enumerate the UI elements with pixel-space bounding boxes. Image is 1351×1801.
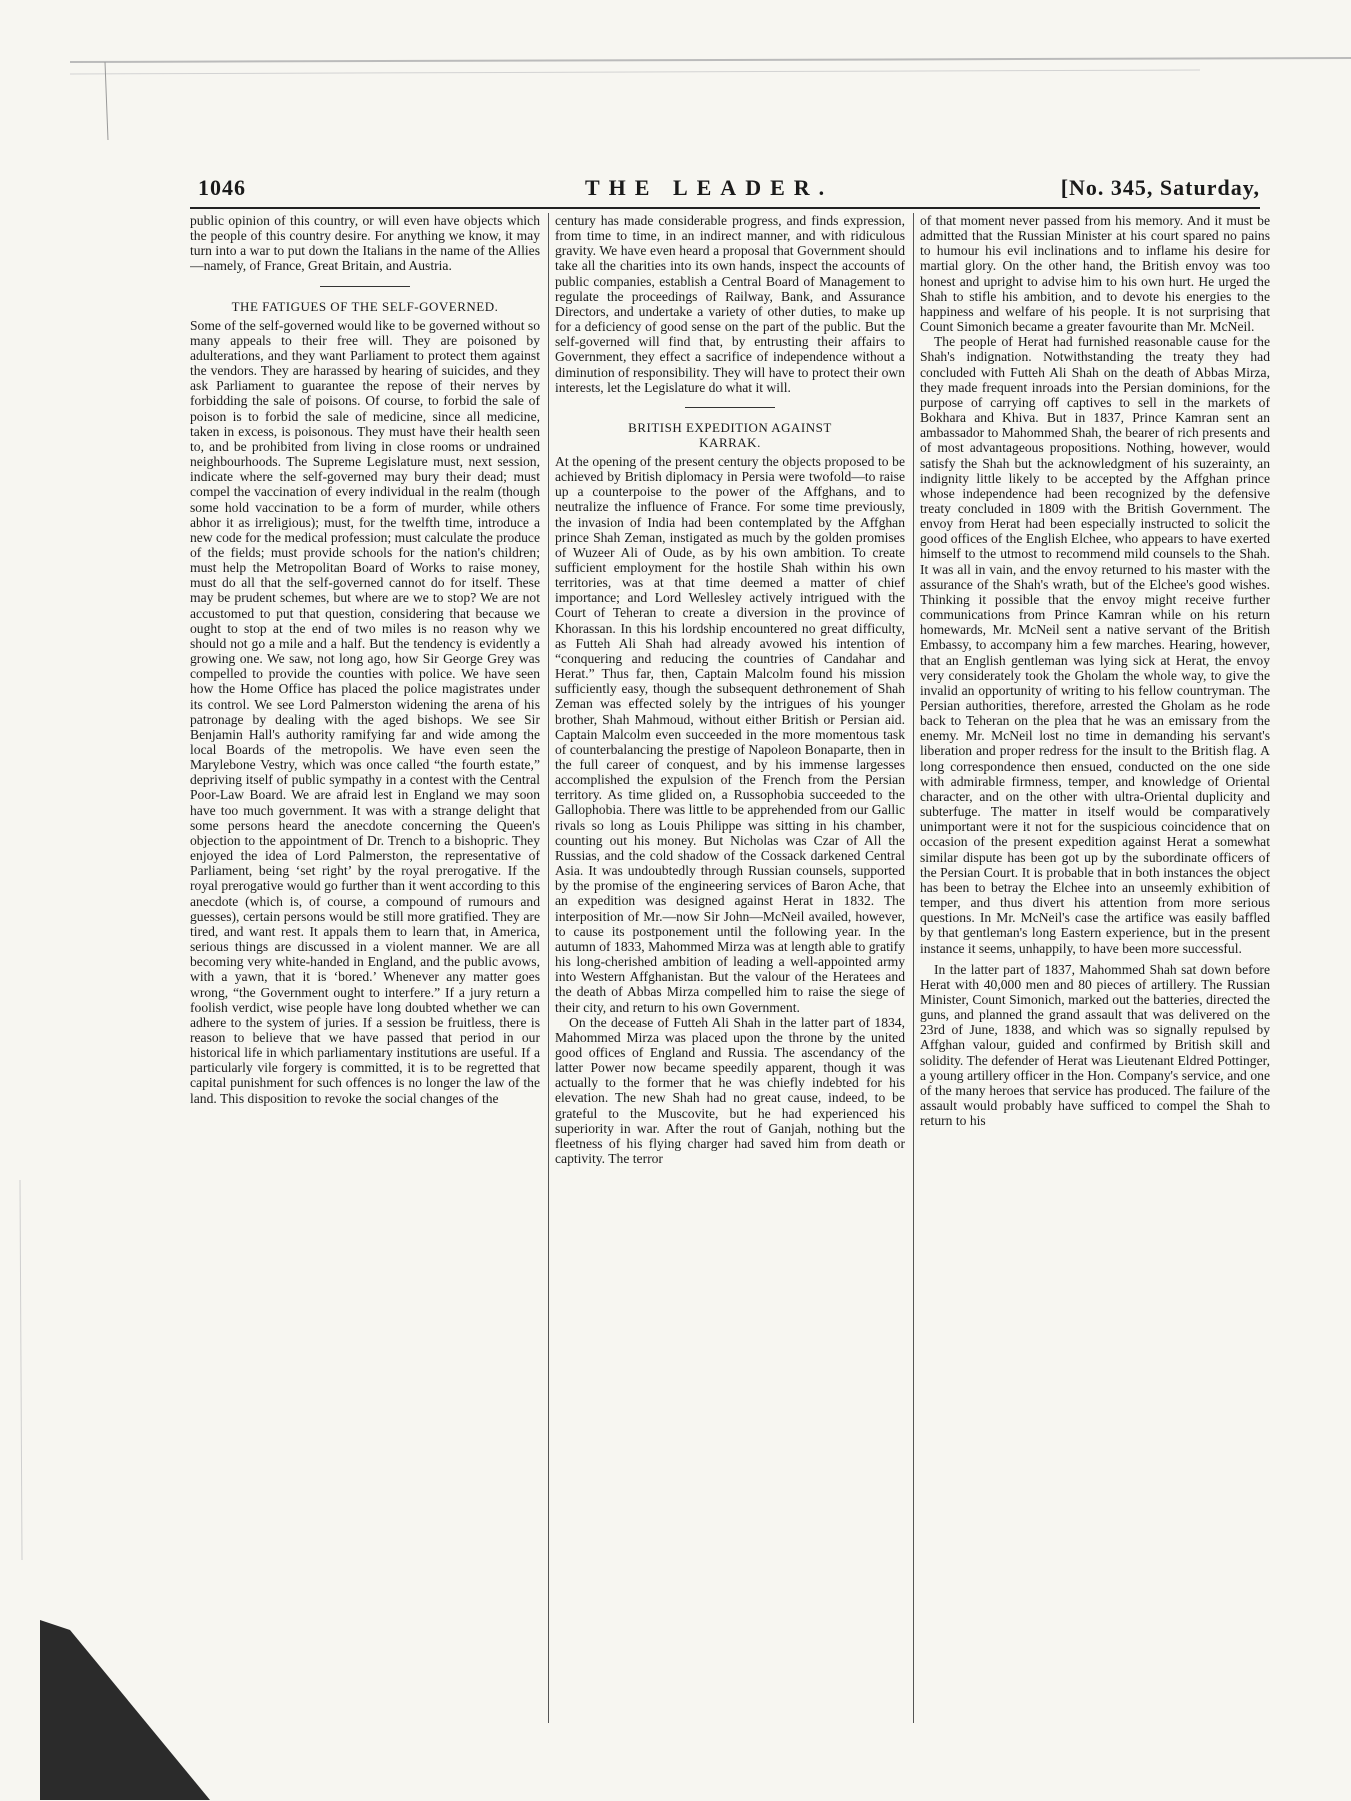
column-3-paragraph-3: In the latter part of 1837, Mahommed Shah sat down before Herat with 40,000 men and 80 pieces of artillery. The Russian Minister, Count Simonich, marked out the batteries, directed the guns, and planned the grand assault that was delivered on the 23rd of June, 1838, and which was so signally repulsed by Affghan valour, guided and confirmed by British skill and solidity. The defender of Herat was Lieutenant Eldred Pottinger, a young artillery officer in the Hon. Company's service, and one of the many heroes that service has produced. The failure of the assault would probably have sufficed to compel the Shah to return to his	[920, 961, 1270, 1129]
expedition-heading-line-1: BRITISH EXPEDITION AGAINST	[628, 419, 832, 435]
column-3	[913, 213, 1270, 1723]
page-corner-shadow	[40, 1620, 210, 1800]
column-3-paragraph-1: of that moment never passed from his memory. And it must be admitted that the Russian Minister at his court spared no pains to humour his evil inclinations and to inflame his desire for martial glory. On the other hand, the British envoy was too honest and upright to advise him to his own hurt. He urged the Shah to stifle his ambition, and to devote his energies to the happiness and welfare of his people. It is not surprising that Count Simonich became a greater favourite than Mr. McNeil.	[920, 213, 1270, 335]
column-1-intro: public opinion of this country, or will even have objects which the people of this country desire. For anything we know, it may turn into a war to put down the Italians in the name of the Allies—namely, of France, Great Britain, and Austria.	[190, 213, 540, 274]
issue-line: [No. 345, Saturday,	[1060, 175, 1260, 200]
column-1	[190, 213, 540, 1723]
expedition-heading-line-2: KARRAK.	[699, 434, 761, 450]
section-divider	[320, 286, 410, 287]
column-2-continuation: century has made considerable progress, and finds expression, from time to time, in an indirect manner, and with ridiculous gravity. We have even heard a proposal that Government should take all the charities into its own hands, inspect the accounts of public companies, establish a Central Board of Management to regulate the proceedings of Railway, Bank, and Assurance Directors, and undertake a variety of other duties, to make up for a deficiency of good sense on the part of the public. But the self-governed will find that, by entrusting their affairs to Government, they effect a sacrifice of independence without a diminution of responsibility. They will have to protect their own interests, let the Legislature do what it will.	[555, 213, 905, 395]
expedition-paragraph-2: On the decease of Futteh Ali Shah in the latter part of 1834, Mahommed Mirza was placed upon the throne by the united good offices of England and Russia. The ascendancy of the latter Power now became speedily apparent, though it was actually to the former that he was chiefly indebted for his elevation. The new Shah had no great cause, indeed, to be grateful to the Muscovite, but he had experienced his superiority in war. After the rout of Ganjah, nothing but the fleetness of his flying charger had saved him from death or captivity. The terror	[555, 1014, 905, 1167]
page-number: 1046	[198, 175, 246, 200]
column-3-paragraph-2: The people of Herat had furnished reasonable cause for the Shah's indignation. Notwithstanding the treaty they had concluded with Futteh Ali Shah on the death of Abbas Mirza, they made frequent inroads into the Persian dominions, for the purpose of carrying off captives to sell in the markets of Bokhara and Khiva. But in 1837, Prince Kamran sent an ambassador to Mahommed Shah, the bearer of rich presents and of most advantageous propositions. Nothing, however, would satisfy the Shah but the acknowledgment of his suzerainty, an indignity little likely to be accepted by the Affghan prince whose independence had been recognized by the defensive treaty concluded in 1809 with the British Government. The envoy from Herat had been especially instructed to solicit the good offices of the English Elchee, who appears to have exerted himself to the utmost to recommend mild counsels to the Shah. It was all in vain, and the envoy returned to his master with the assurance of the Shah's wrath, but of the Elchee's good wishes. Thinking it possible that the envoy might receive further communications from Prince Kamran while on his return homewards, Mr. McNeil sent a native servant of the British Embassy, to accompany him a few marches. Hearing, however, that an English gentleman was lying sick at Herat, the envoy very considerately took the Gholam the whole way, to give the invalid an opportunity of writing to his fellow countryman. The Persian authorities, therefore, arrested the Gholam as he rode back to Teheran on the plea that he was an emissary from the enemy. Mr. McNeil lost no time in demanding his servant's liberation and proper redress for the insult to the British flag. A long correspondence then ensued, conducted on the one side with admirable firmness, temper, and knowledge of Oriental character, and on the other with ultra-Oriental duplicity and subterfuge. The matter in itself would be comparatively unimportant were it not for the suspicious coincidence that on occasion of the present expedition against Herat a somewhat similar dispute has been got up by the subordinate officers of the Persian Court. It is probable that in both instances the object has been to betray the Elchee into an unseemly exhibition of temper, and thus divert his attention from more serious questions. In Mr. McNeil's case the artifice was easily baffled by that gentleman's long Eastern experience, but in the present instance it seems, unhappily, to have been more successful.	[920, 334, 1270, 956]
newspaper-page	[190, 165, 1270, 1725]
fatigues-heading: THE FATIGUES OF THE SELF-GOVERNED.	[231, 298, 499, 314]
article-columns	[190, 213, 1270, 1723]
section-divider	[685, 407, 775, 408]
masthead	[190, 165, 1260, 201]
column-2	[548, 213, 905, 1723]
fatigues-body: Some of the self-governed would like to be governed without so many appeals to their free will. They are poisoned by adulterations, and they want Parliament to protect them against the vendors. They are harassed by hearing of suicides, and they ask Parliament to guarantee the repose of their nerves by forbidding the sale of poisons. Of course, to forbid the sale of poison is to forbid the sale of medicine, since all medicine, taken in excess, is poisonous. They must have their health seen to, and be prohibited from living in close rooms or undrained neighbourhoods. The Supreme Legislature must, next session, indicate where the self-governed may bury their dead; must compel the vaccination of every individual in the realm (though some hold vaccination to be a form of murder, while others abhor it as irreligious); must, for the twelfth time, introduce a new code for the medical profession; must calculate the produce of the fields; must provide schools for the nation's children; must help the Metropolitan Board of Works to raise money, must do all that the self-governed cannot do for itself. These may be prudent schemes, but where are we to stop? We are not accustomed to put that question, considering that because we ought to stop at the end of two miles is no reason why we should not go a mile and a half. But the tendency is evidently a growing one. We saw, not long ago, how Sir George Grey was compelled to provide the counties with police. We have seen how the Home Office has placed the police magistrates under its control. We see Lord Palmerston widening the arena of his patronage by dealing with the aged bishops. We see Sir Benjamin Hall's authority ramifying far and wide among the local Boards of the metropolis. We have even seen the Marylebone Vestry, which was once called “the fourth estate,” depriving itself of public sympathy in a contest with the Central Poor-Law Board. We are afraid lest in England we may soon have too much government. It was with a strange delight that some persons heard the anecdote concerning the Queen's objection to the appointment of Dr. Trench to a bishopric. They enjoyed the idea of Lord Palmerston, the representative of Parliament, being ‘set right’ by the royal prerogative. If the royal prerogative would go further than it went according to this anecdote (which is, of course, a compound of rumours and guesses), certain persons would be still more gratified. They are tired, and want rest. It appals them to learn that, in America, serious things are discussed in a violent manner. We are all becoming very white-handed in England, and the public avows, with a yawn, that it is ‘bored.’ Whenever any matter goes wrong, “the Government ought to interfere.” If a jury return a foolish verdict, wise people have long doubted whether we can adhere to the system of juries. If a session be fruitless, there is reason to believe that we have passed that period in our historical life in which parliamentary institutions are useful. If a particularly vile forgery is committed, it is to be regretted that capital punishment for such offences is no longer the law of the land. This disposition to revoke the social changes of the	[190, 317, 540, 1106]
paper-title: THE LEADER.	[585, 175, 834, 200]
masthead-rule	[190, 207, 1260, 209]
expedition-paragraph-1: At the opening of the present century the objects proposed to be achieved by British diplomacy in Persia were twofold—to raise up a counterpoise to the power of the Affghans, and to neutralize the influence of France. For some time previously, the invasion of India had been contemplated by the Affghan prince Shah Zeman, instigated as much by the golden promises of Wuzeer Ali of Oude, as by his own ambition. To create sufficient employment for the hostile Shah within his own territories, was at that time deemed a matter of chief importance; and Lord Wellesley actively intrigued with the Court of Teheran to create a diversion in the province of Khorassan. In this his lordship encountered no great difficulty, as Futteh Ali Shah had already avowed his intention of “conquering and reducing the countries of Candahar and Herat.” Thus far, then, Captain Malcolm found his mission sufficiently easy, though the subsequent dethronement of Shah Zeman was effected solely by the intrigues of his younger brother, Shah Mahmoud, without either British or Persian aid. Captain Malcolm even succeeded in the more momentous task of counterbalancing the prestige of Napoleon Bonaparte, then in the full career of conquest, and by his immense largesses accomplished the expulsion of the French from the Persian territory. As time glided on, a Russophobia succeeded to the Gallophobia. There was little to be apprehended from our Gallic rivals so long as Louis Philippe was sitting in his chamber, counting out his money. But Nicholas was Czar of All the Russias, and the cold shadow of the Cossack darkened Central Asia. It was undoubtedly through Russian counsels, supported by the promise of the engineering services of Baron Ache, that an expedition was designed against Herat in 1832. The interposition of Mr.—now Sir John—McNeil availed, however, to cause its postponement until the following year. In the autumn of 1833, Mahommed Mirza was at length able to gratify his long-cherished ambition of leading a well-appointed army into Western Affghanistan. But the valour of the Heratees and the death of Abbas Mirza compelled him to raise the siege of their city, and return to his own Government.	[555, 453, 905, 1015]
expedition-heading	[555, 420, 905, 450]
